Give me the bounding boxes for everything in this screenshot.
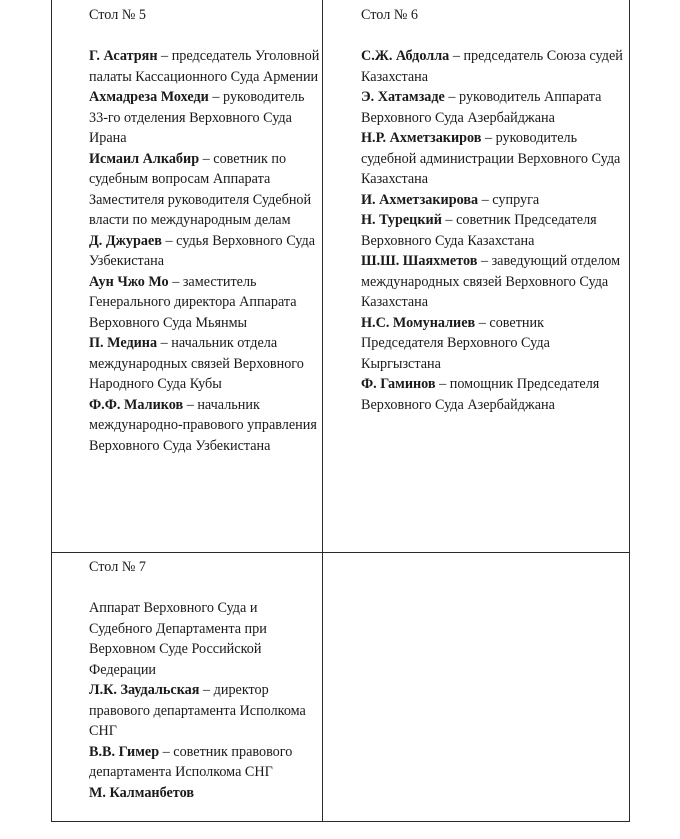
guest-description: – судья Верховного Суда Узбекистана [89, 232, 316, 269]
guest-entry [89, 46, 321, 87]
guest-entry [89, 680, 321, 742]
table-5 [89, 5, 321, 456]
guest-description: – начальник отдела международных связей Верховного Народного Суда Кубы [89, 335, 304, 392]
guest-name: П. Медина [89, 335, 158, 351]
guest-name: Н. Турецкий [361, 212, 442, 228]
guest-entry [89, 149, 321, 231]
guest-name: Ахмадреза Мохеди [89, 89, 209, 105]
table-title: Стол № 5 [89, 7, 146, 23]
guest-entry [361, 210, 627, 251]
table-border-middle [322, 0, 323, 822]
guest-entry [361, 313, 627, 375]
guest-description: – руководитель Аппарата Верховного Суда Азербайджана [361, 89, 602, 126]
table-title: Стол № 6 [361, 7, 418, 23]
guest-entry [89, 231, 321, 272]
guest-description: – председатель Уголовной палаты Кассационного Суда Армении [89, 48, 320, 85]
table-border-bottom [51, 821, 630, 822]
guest-name: Ф. Гаминов [361, 376, 436, 392]
table-row-divider [51, 552, 630, 553]
guest-name: Л.К. Заудальская [89, 682, 200, 698]
guest-name: Д. Джураев [89, 232, 162, 249]
guest-entry [89, 742, 321, 783]
guest-entry [89, 783, 321, 804]
guest-entry [361, 87, 627, 128]
guest-name: М. Калманбетов [89, 784, 194, 801]
guest-entry [361, 190, 627, 211]
spacer [89, 26, 321, 47]
guest-description: – начальник международно-правового управления Верховного Суда Узбекистана [89, 396, 317, 454]
guest-name: В.В. Гимер [89, 743, 160, 760]
spacer [361, 26, 627, 47]
table-border-left [51, 0, 52, 822]
guest-description: – советник правового департамента Исполкома СНГ [89, 743, 293, 780]
guest-name: С.Ж. Абдолла [361, 48, 450, 64]
guest-entry [361, 46, 627, 87]
guest-name: Аун Чжо Мо [89, 273, 169, 290]
table-border-right [629, 0, 630, 822]
guest-name: Э. Хатамзаде [361, 89, 445, 105]
guest-name: Н.С. Момуналиев [361, 314, 476, 331]
guest-name: Ш.Ш. Шаяхметов [361, 253, 478, 269]
table-6 [361, 5, 627, 415]
guest-name: Исмаил Алкабир [89, 150, 200, 167]
guest-description: – советник Председателя Верховного Суда Казахстана [361, 212, 597, 249]
table-title: Стол № 7 [89, 559, 146, 575]
intro-text: Аппарат Верховного Суда и Судебного Департамента при Верховном Суде Российской Федерации [89, 600, 267, 678]
guest-description: – советник Председателя Верховного Суда Кыргызстана [361, 314, 550, 372]
guest-entry [361, 374, 627, 415]
spacer [89, 578, 321, 599]
guest-entry [89, 333, 321, 395]
guest-entry [361, 251, 627, 313]
guest-description: – руководитель 33-го отделения Верховного Суда Ирана [89, 89, 305, 146]
guest-name: Ф.Ф. Маликов [89, 396, 184, 413]
guest-description: – супруга [478, 191, 540, 208]
guest-name: Н.Р. Ахметзакиров [361, 130, 482, 146]
guest-description: – советник по судебным вопросам Аппарата Заместителя руководителя Судебной власти по международным делам [89, 150, 312, 228]
guest-description: – руководитель судебной администрации Верховного Суда Казахстана [361, 130, 621, 187]
guest-description: – заместитель Генерального директора Аппарата Верховного Суда Мьянмы [89, 273, 297, 331]
guest-entry [89, 87, 321, 149]
guest-name: Г. Асатрян [89, 48, 158, 64]
guest-entry [89, 272, 321, 334]
guest-description: – директор правового департамента Исполкома СНГ [89, 682, 306, 739]
guest-entry [361, 128, 627, 190]
table-7 [89, 557, 321, 803]
guest-description: – заведующий отделом международных связей Верховного Суда Казахстана [361, 253, 621, 310]
guest-entry [89, 395, 321, 457]
guest-description: – помощник Председателя Верховного Суда Азербайджана [361, 376, 600, 413]
guest-name: И. Ахметзакирова [361, 191, 479, 208]
guest-description: – председатель Союза судей Казахстана [361, 48, 623, 85]
